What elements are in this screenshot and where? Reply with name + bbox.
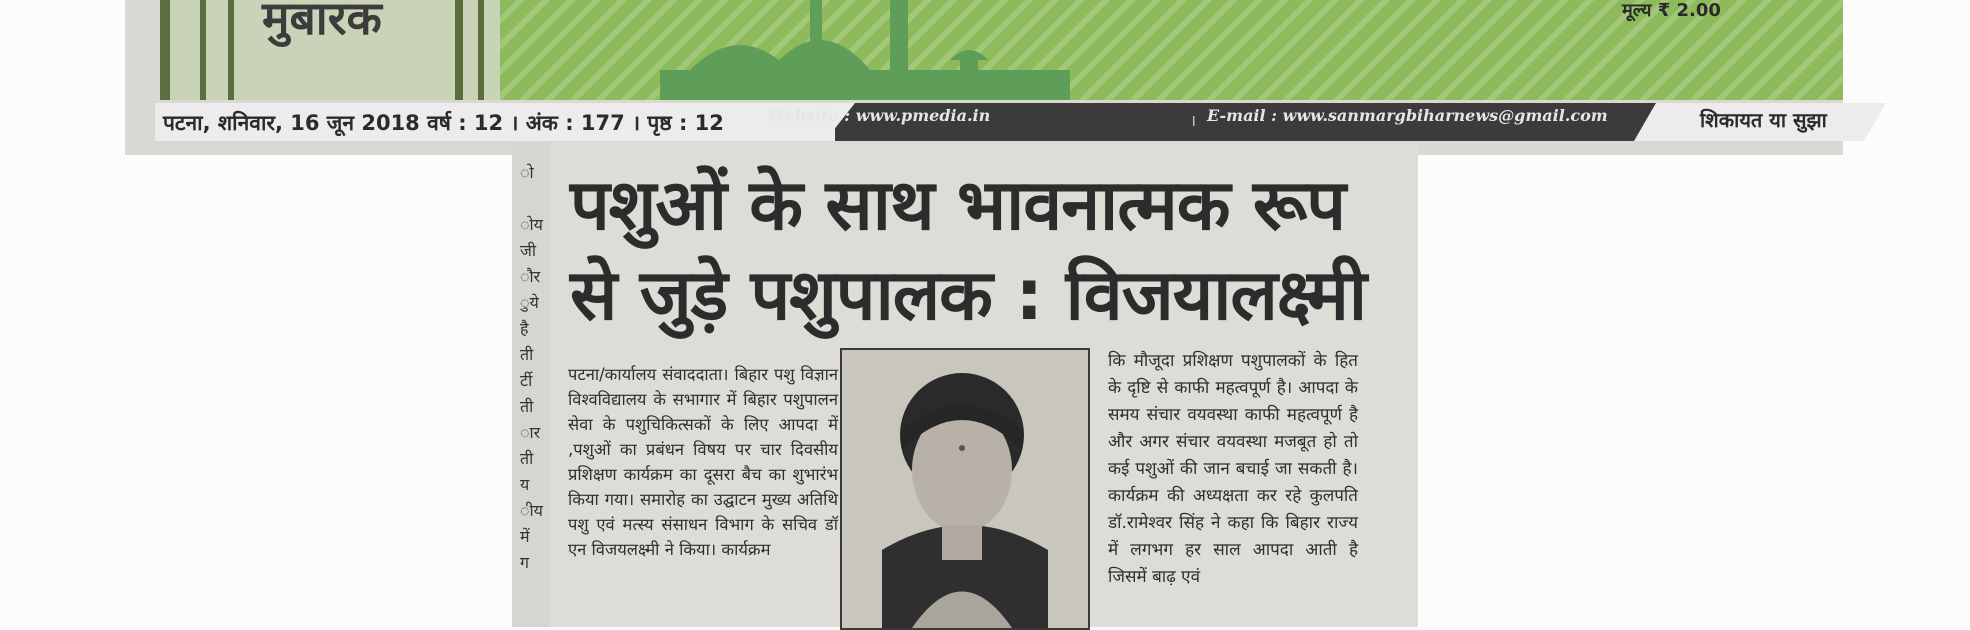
- banner-stripe: [478, 0, 484, 100]
- fragment: ती: [520, 345, 534, 364]
- article-column-3: कि मौजूदा प्रशिक्षण पशुपालकों के हित के दृष्टि से काफी महत्वपूर्ण है। आपदा के समय संचार वयवस्था काफी महत्वपूर्ण है और अगर संचार वयवस्था मजबूत हो तो कई पशुओं की जान बचाई जा सकती है। कार्यक्रम की अध्यक्षता कर रहे कुलपति डॉ.रामेश्वर सिंह ने कहा कि बिहार राज्य में लगभग हर साल आपदा आती है जिसमें बाढ़ एवं: [1108, 351, 1358, 587]
- headline-line-1: पशुओं के साथ भावनात्मक रूप: [570, 164, 1345, 246]
- complaint-text: शिकायत या सुझा: [1700, 108, 1827, 132]
- fragment: र्टी: [520, 371, 533, 390]
- fragment: ती: [520, 397, 534, 416]
- article-headline: [570, 160, 1390, 340]
- fragment: [520, 186, 550, 212]
- banner-stripe: [160, 0, 170, 100]
- mosque-skyline-illustration: [660, 0, 1070, 100]
- price-label: मूल्य ₹ 2.00: [1622, 0, 1721, 21]
- email-text: E-mail : www.sanmargbiharnews@gmail.com: [1207, 106, 1608, 125]
- info-separator: ।: [1190, 111, 1197, 130]
- portrait-photo: [840, 348, 1090, 630]
- headline-line-2: से जुड़े पशुपालक : विजयालक्ष्मी: [570, 254, 1366, 336]
- fragment: ग: [520, 553, 530, 572]
- fragment: ोय: [520, 215, 543, 234]
- banner-stripe: [228, 0, 234, 100]
- fragment: ौर: [520, 267, 541, 286]
- article-column-1: पटना/कार्यालय संवाददाता। बिहार पशु विज्ञान विश्वविद्यालय के सभागार में बिहार पशुपालन सेवा के पशुचिकित्सकों के लिए आपदा में ,पशुओं का प्रबंधन विषय पर चार दिवसीय प्रशिक्षण कार्यक्रम का दूसरा बैच का शुभारंभ किया गया। समारोह का उद्घाटन मुख्य अतिथि पशु एवं मत्स्य संसाधन विभाग के सचिव डॉ एन विजयलक्ष्मी ने किया। कार्यक्रम: [568, 365, 838, 559]
- fragment: ुये: [520, 293, 539, 312]
- portrait-illustration: [842, 350, 1088, 628]
- dateline: पटना, शनिवार, 16 जून 2018 वर्ष : 12 । अंक : 177 । पृष्ठ : 12: [163, 111, 724, 135]
- fragment: जी: [520, 241, 537, 260]
- website-text: Website : www.pmedia.in: [768, 106, 991, 125]
- fragment: ीय: [520, 501, 543, 520]
- masthead-greeting: मुबारक: [262, 0, 382, 45]
- adjacent-column-fragments: [520, 160, 550, 576]
- banner-stripe: [200, 0, 206, 100]
- fragment: ार: [520, 423, 541, 442]
- fragment: य: [520, 475, 530, 494]
- fragment: में: [520, 527, 530, 546]
- banner-stripe: [455, 0, 463, 100]
- fragment: ो: [520, 163, 534, 182]
- fragment: ती: [520, 449, 534, 468]
- fragment: है: [520, 319, 529, 338]
